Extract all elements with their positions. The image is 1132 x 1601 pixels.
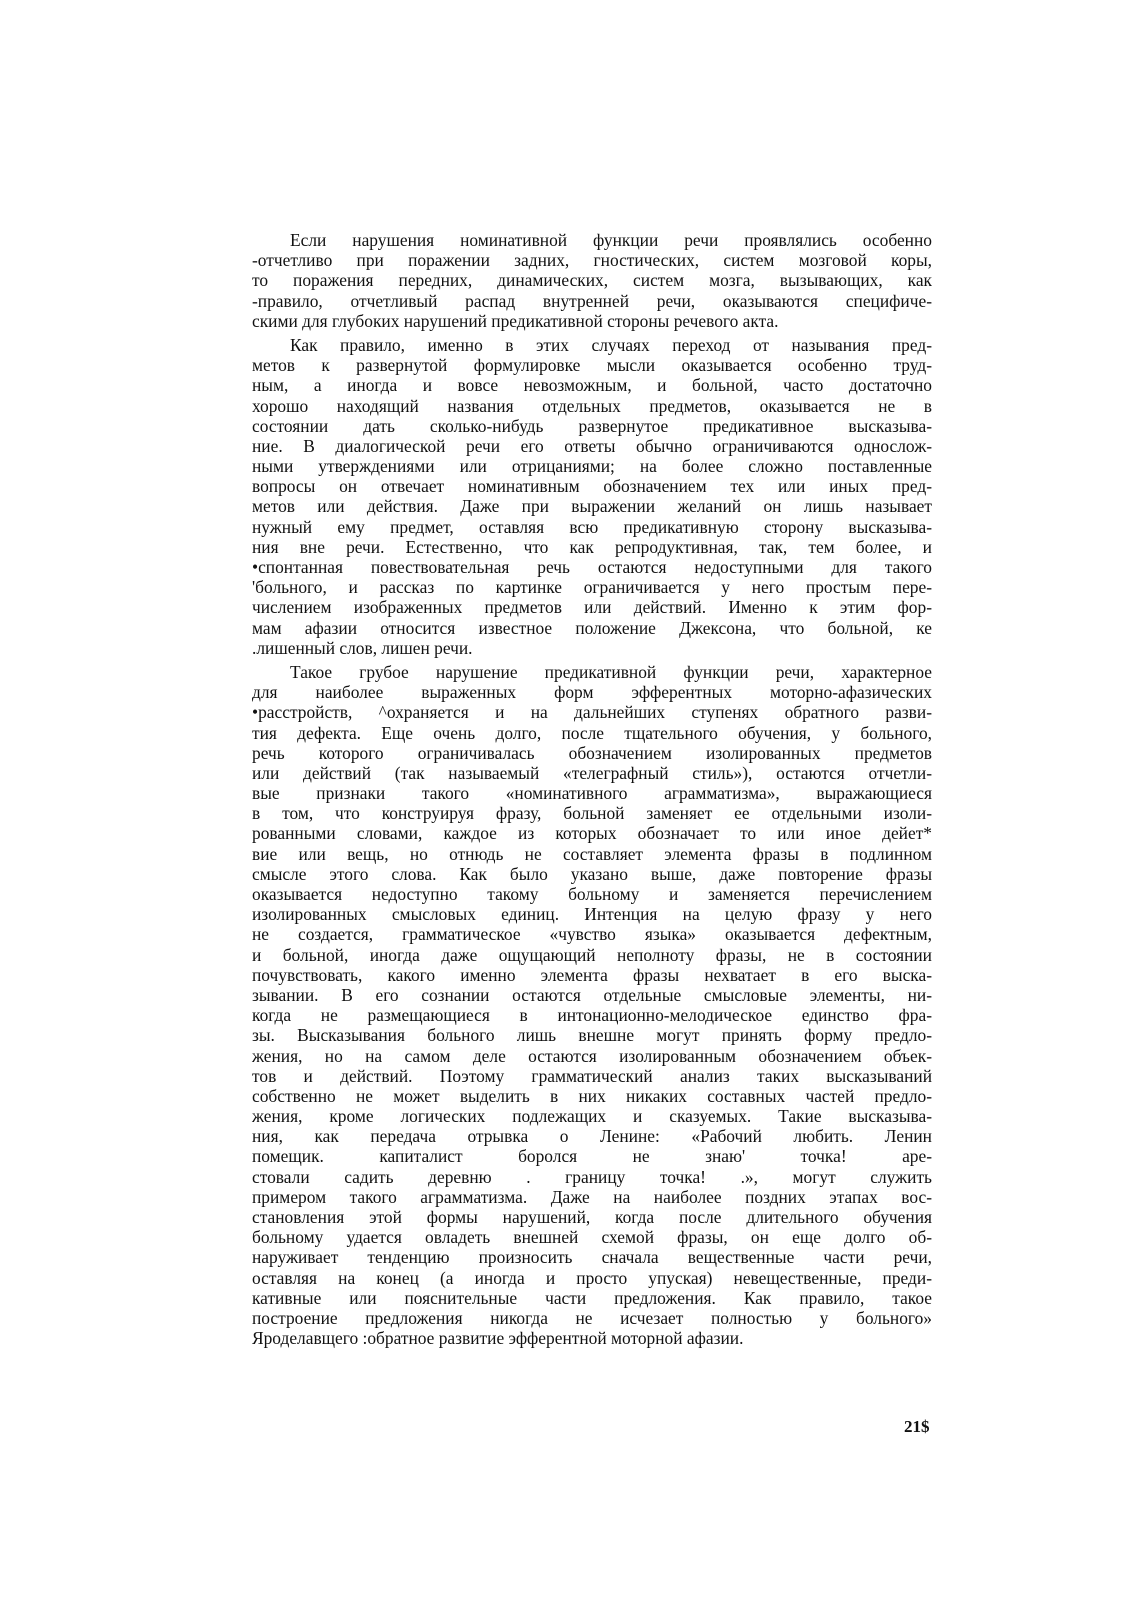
text-line: ние. В диалогической речи его ответы обычно ограничиваются однослож-: [252, 435, 932, 456]
text-line: •спонтанная повествовательная речь остаются недоступными для такого: [252, 557, 932, 577]
text-line: зы. Высказывания больного лишь внешне могут принять форму предло-: [252, 1025, 932, 1046]
text-line: или действий (так называемый «телеграфный стиль»), остаются отчетли-: [252, 762, 932, 783]
text-line: ными утверждениями или отрицаниями; на более сложно поставленные: [252, 456, 932, 477]
text-line: построение предложения никогда не исчезает полностью у больного»: [252, 1307, 932, 1328]
text-line: для наиболее выраженных форм эфферентных моторно-афазических: [252, 682, 932, 703]
text-line: тия дефекта. Еще очень долго, после тщательного обучения, у больного,: [252, 722, 932, 743]
text-line: .лишенный слов, лишен речи.: [252, 637, 473, 658]
text-line: примером такого аграмматизма. Даже на наиболее поздних этапах вос-: [252, 1186, 932, 1207]
text-line: числением изображенных предметов или действий. Именно к этим фор-: [252, 597, 932, 618]
text-line: вие или вещь, но отнюдь не составляет элемента фразы в подлинном: [252, 843, 932, 864]
text-line: Яроделавщего :обратное развитие эфферентной моторной афазии.: [252, 1328, 744, 1349]
text-line: кативные или пояснительные части предложения. Как правило, такое: [252, 1287, 932, 1308]
text-line: Такое грубое нарушение предикативной функции речи, характерное: [290, 661, 932, 682]
text-line: собственно не может выделить в них никаких составных частей предло-: [252, 1085, 932, 1106]
text-line: метов или действия. Даже при выражении желаний он лишь называет: [252, 496, 932, 517]
text-line: изолированных смысловых единиц. Интенция на целую фразу у него: [252, 904, 932, 925]
text-line: нужный ему предмет, оставляя всю предикативную сторону высказыва-: [252, 516, 932, 537]
text-line: состоянии дать сколько-нибудь развернутое предикативное высказыва-: [252, 415, 932, 436]
text-line: то поражения передних, динамических, систем мозга, вызывающих, как: [252, 270, 932, 291]
text-line: скими для глубоких нарушений предикативной стороны речевого акта.: [252, 310, 779, 331]
text-line: вопросы он отвечает номинативным обозначением тех или иных пред-: [252, 476, 932, 497]
text-line: рованными словами, каждое из которых обозначает то или иное дейет*: [252, 823, 932, 844]
text-line: -отчетливо при поражении задних, гностических, систем мозговой коры,: [252, 250, 932, 271]
text-line: когда не размещающиеся в интонационно-мелодическое единство фра-: [252, 1005, 932, 1026]
text-line: помещик. капиталист боролся не знаю' точка! аре-: [252, 1146, 932, 1167]
text-line: Если нарушения номинативной функции речи проявлялись особенно: [290, 230, 932, 250]
paragraph: [252, 662, 932, 1348]
text-line: речь которого ограничивалась обозначением изолированных предметов: [252, 742, 932, 763]
text-line: 'больного, и рассказ по картинке ограничивается у него простым пере-: [252, 577, 932, 598]
text-line: жения, кроме логических подлежащих и сказуемых. Такие высказыва-: [252, 1106, 932, 1127]
page-number: 21$: [904, 1417, 930, 1436]
text-line: ния вне речи. Естественно, что как репродуктивная, так, тем более, и: [252, 536, 932, 557]
text-line: смысле этого слова. Как было указано выше, даже повторение фразы: [252, 863, 932, 884]
text-line: зывании. В его сознании остаются отдельные смысловые элементы, ни-: [252, 984, 932, 1005]
text-line: ния, как передача отрывка о Ленине: «Рабочий любить. Ленин: [252, 1126, 932, 1147]
text-line: оставляя на конец (а иногда и просто упуская) невещественные, преди-: [252, 1267, 932, 1288]
paragraph: [252, 230, 932, 331]
text-line: и больной, иногда даже ощущающий неполноту фразы, не в состоянии: [252, 944, 932, 965]
text-line: тов и действий. Поэтому грамматический анализ таких высказываний: [252, 1065, 932, 1086]
text-line: больному удается овладеть внешней схемой фразы, он еще долго об-: [252, 1227, 932, 1248]
text-line: -правило, отчетливый распад внутренней речи, оказываются специфиче-: [252, 290, 932, 311]
text-line: хорошо находящий названия отдельных предметов, оказывается не в: [252, 395, 932, 416]
text-line: в том, что конструируя фразу, больной заменяет ее отдельными изоли-: [252, 803, 932, 824]
text-line: мам афазии относится известное положение Джексона, что больной, ке: [252, 617, 932, 638]
text-line: ным, а иногда и вовсе невозможным, и больной, часто достаточно: [252, 375, 932, 396]
text-line: наруживает тенденцию произносить сначала вещественные части речи,: [252, 1247, 932, 1268]
text-line: метов к развернутой формулировке мысли оказывается особенно труд-: [252, 355, 932, 376]
text-line: вые признаки такого «номинативного аграмматизма», выражающиеся: [252, 783, 932, 804]
paragraph: [252, 335, 932, 658]
text-line: •расстройств, ^охраняется и на дальнейших ступенях обратного разви-: [252, 702, 932, 723]
text-line: не создается, грамматическое «чувство языка» оказывается дефектным,: [252, 924, 932, 945]
text-line: становления этой формы нарушений, когда после длительного обучения: [252, 1207, 932, 1227]
text-line: стовали садить деревню . границу точка! .», могут служить: [252, 1166, 932, 1187]
text-line: почувствовать, какого именно элемента фразы нехватает в его выска-: [252, 964, 932, 985]
text-line: жения, но на самом деле остаются изолированным обозначением объек-: [252, 1045, 932, 1066]
page-body: [252, 230, 932, 1352]
text-line: Как правило, именно в этих случаях переход от называния пред-: [290, 334, 932, 355]
text-line: оказывается недоступно такому больному и заменяется перечислением: [252, 884, 932, 904]
